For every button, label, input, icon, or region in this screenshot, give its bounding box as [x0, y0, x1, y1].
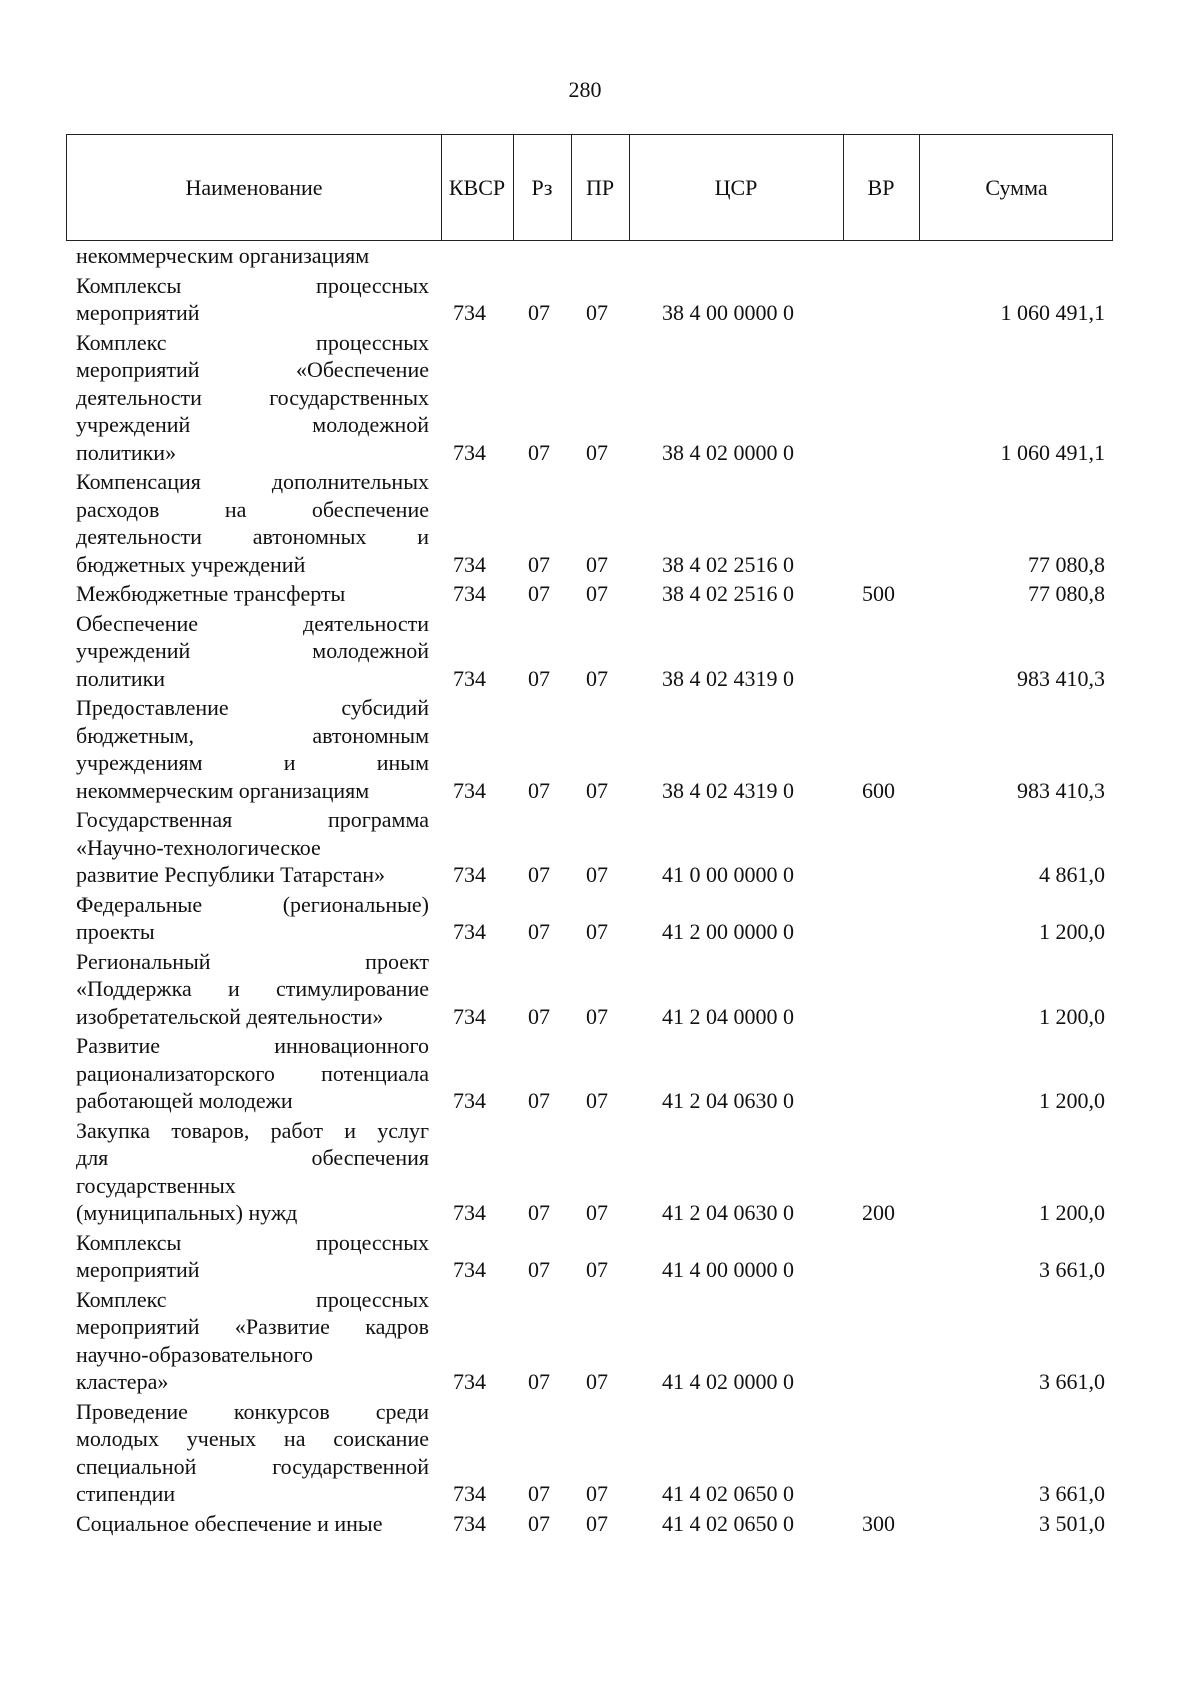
cell-sum: 1 200,0 [1039, 919, 1105, 944]
cell-pr: 07 [586, 777, 608, 803]
column-header-vr: ВР [867, 174, 895, 200]
row-name-line: Межбюджетные трансферты [76, 581, 346, 606]
cell-kvsr: 734 [453, 1510, 486, 1536]
cell-rz: 07 [528, 1257, 550, 1282]
row-name-line: деятельности государственных [76, 384, 429, 410]
row-name-line: Комплекс процессных [76, 1286, 429, 1312]
row-name-line: проекты [76, 919, 155, 944]
cell-kvsr: 734 [453, 300, 486, 325]
cell-rz: 07 [528, 1481, 550, 1506]
row-name [76, 272, 429, 327]
cell-kvsr: 734 [453, 439, 486, 465]
cell-csr: 38 4 02 0000 0 [662, 439, 794, 465]
row-name-line: бюджетным, автономным [76, 722, 429, 748]
cell-kvsr: 734 [453, 919, 486, 944]
row-name [76, 1032, 429, 1115]
cell-vr: 600 [862, 777, 895, 803]
column-header-csr: ЦСР [714, 174, 758, 200]
row-name-line: Предоставление субсидий [76, 695, 429, 720]
row-name [76, 1229, 429, 1284]
cell-csr: 38 4 00 0000 0 [662, 300, 794, 325]
cell-rz: 07 [528, 1003, 550, 1029]
row-name [76, 1117, 429, 1227]
row-name-line: Комплексы процессных [76, 1229, 429, 1255]
row-name-line: Комплексы процессных [76, 272, 429, 298]
row-name [76, 806, 429, 889]
cell-sum: 4 861,0 [1039, 862, 1105, 887]
cell-pr: 07 [586, 1257, 608, 1282]
cell-sum: 1 200,0 [1039, 1200, 1105, 1225]
cell-csr: 38 4 02 4319 0 [662, 665, 794, 691]
row-name-line: Региональный проект [76, 948, 429, 974]
row-name-line: Закупка товаров, работ и услуг [76, 1117, 429, 1143]
row-name-line: деятельности автономных и [76, 524, 429, 549]
cell-pr: 07 [586, 300, 608, 325]
cell-vr: 500 [862, 581, 895, 606]
row-name-line: мероприятий «Обеспечение [76, 357, 429, 382]
row-name-line: специальной государственной [76, 1453, 429, 1479]
row-name-line: работающей молодежи [76, 1088, 293, 1113]
cell-csr: 41 2 04 0000 0 [662, 1003, 794, 1029]
cell-csr: 41 2 00 0000 0 [662, 919, 794, 944]
row-name [76, 329, 429, 467]
cell-kvsr: 734 [453, 1257, 486, 1282]
cell-pr: 07 [586, 439, 608, 465]
column-header-sum: Сумма [985, 174, 1048, 200]
cell-vr: 300 [862, 1510, 895, 1536]
row-name [76, 891, 429, 946]
cell-kvsr: 734 [453, 581, 486, 606]
row-name-line: Комплекс процессных [76, 329, 429, 355]
row-name-line: мероприятий «Развитие кадров [76, 1314, 429, 1339]
row-name-line: некоммерческим организациям [76, 243, 370, 268]
cell-csr: 41 2 04 0630 0 [662, 1200, 794, 1225]
cell-sum: 3 661,0 [1039, 1369, 1105, 1394]
cell-rz: 07 [528, 581, 550, 606]
cell-rz: 07 [528, 777, 550, 803]
cell-csr: 38 4 02 2516 0 [662, 551, 794, 577]
row-name-line: развитие Республики Татарстан» [76, 862, 386, 887]
row-name [76, 948, 429, 1031]
cell-sum: 1 200,0 [1039, 1088, 1105, 1113]
cell-pr: 07 [586, 1088, 608, 1113]
cell-sum: 3 661,0 [1039, 1257, 1105, 1282]
row-name [76, 1286, 429, 1396]
cell-sum: 983 410,3 [1017, 777, 1105, 803]
cell-rz: 07 [528, 1510, 550, 1536]
cell-pr: 07 [586, 1481, 608, 1506]
cell-rz: 07 [528, 665, 550, 691]
row-name-line: Обеспечение деятельности [76, 610, 429, 636]
row-name-line: Проведение конкурсов среди [76, 1398, 429, 1424]
cell-kvsr: 734 [453, 1088, 486, 1113]
row-name-line: бюджетных учреждений [76, 551, 306, 577]
cell-rz: 07 [528, 439, 550, 465]
row-name-line: (муниципальных) нужд [76, 1200, 298, 1225]
cell-sum: 77 080,8 [1028, 551, 1105, 577]
cell-rz: 07 [528, 919, 550, 944]
cell-rz: 07 [528, 862, 550, 887]
cell-pr: 07 [586, 665, 608, 691]
cell-rz: 07 [528, 300, 550, 325]
cell-pr: 07 [586, 1003, 608, 1029]
cell-csr: 38 4 02 2516 0 [662, 581, 794, 606]
cell-csr: 41 4 02 0000 0 [662, 1369, 794, 1394]
row-name-line: «Поддержка и стимулирование [76, 976, 429, 1001]
cell-csr: 38 4 02 4319 0 [662, 777, 794, 803]
cell-pr: 07 [586, 919, 608, 944]
cell-sum: 1 200,0 [1039, 1003, 1105, 1029]
cell-csr: 41 2 04 0630 0 [662, 1088, 794, 1113]
column-header-pr: ПР [585, 174, 615, 200]
page-number: 280 [568, 77, 602, 102]
cell-kvsr: 734 [453, 862, 486, 887]
cell-kvsr: 734 [453, 1200, 486, 1225]
cell-sum: 1 060 491,1 [1000, 300, 1105, 325]
row-name-line: учреждениям и иным [76, 750, 429, 775]
cell-pr: 07 [586, 1369, 608, 1394]
row-name-line: Государственная программа [76, 807, 429, 832]
row-name [76, 580, 429, 608]
cell-csr: 41 0 00 0000 0 [662, 862, 794, 887]
cell-kvsr: 734 [453, 1003, 486, 1029]
cell-pr: 07 [586, 862, 608, 887]
row-name-line: политики» [76, 439, 177, 465]
cell-rz: 07 [528, 551, 550, 577]
row-name [76, 1398, 429, 1508]
cell-sum: 3 501,0 [1039, 1510, 1105, 1536]
row-name-line: некоммерческим организациям [76, 777, 370, 803]
cell-rz: 07 [528, 1088, 550, 1113]
cell-sum: 77 080,8 [1028, 581, 1105, 606]
cell-kvsr: 734 [453, 1481, 486, 1506]
table-header [66, 134, 1113, 241]
row-name-line: политики [76, 665, 166, 691]
cell-pr: 07 [586, 1510, 608, 1536]
cell-kvsr: 734 [453, 777, 486, 803]
row-name-line: Компенсация дополнительных [76, 469, 429, 494]
row-name-line: государственных [76, 1172, 236, 1198]
cell-pr: 07 [586, 581, 608, 606]
cell-kvsr: 734 [453, 1369, 486, 1394]
row-name-line: мероприятий [76, 1257, 200, 1282]
row-name [76, 468, 429, 578]
cell-vr: 200 [862, 1200, 895, 1225]
row-name-line: для обеспечения [76, 1145, 429, 1170]
row-name-line: изобретательской деятельности» [76, 1003, 384, 1029]
row-name-line: Федеральные (региональные) [76, 891, 429, 917]
cell-sum: 983 410,3 [1017, 665, 1105, 691]
row-name-line: рационализаторского потенциала [76, 1060, 429, 1086]
row-name-line: научно-образовательного [76, 1341, 314, 1367]
row-name-line: кластера» [76, 1369, 169, 1394]
cell-pr: 07 [586, 551, 608, 577]
cell-csr: 41 4 00 0000 0 [662, 1257, 794, 1282]
row-name-line: мероприятий [76, 300, 200, 325]
row-name-line: расходов на обеспечение [76, 496, 429, 522]
cell-sum: 3 661,0 [1039, 1481, 1105, 1506]
row-name-line: учреждений молодежной [76, 638, 429, 663]
column-header-name: Наименование [185, 174, 323, 200]
cell-csr: 41 4 02 0650 0 [662, 1481, 794, 1506]
cell-kvsr: 734 [453, 551, 486, 577]
cell-rz: 07 [528, 1369, 550, 1394]
column-header-rz: Рз [531, 174, 553, 200]
cell-kvsr: 734 [453, 665, 486, 691]
row-name [76, 242, 429, 270]
row-name-line: Развитие инновационного [76, 1033, 429, 1058]
row-name-line: Социальное обеспечение и иные [76, 1510, 383, 1536]
cell-sum: 1 060 491,1 [1000, 439, 1105, 465]
row-name-line: молодых ученых на соискание [76, 1426, 429, 1451]
cell-pr: 07 [586, 1200, 608, 1225]
cell-csr: 41 4 02 0650 0 [662, 1510, 794, 1536]
row-name [76, 610, 429, 693]
cell-rz: 07 [528, 1200, 550, 1225]
row-name-line: стипендии [76, 1481, 176, 1506]
row-name-line: учреждений молодежной [76, 412, 429, 437]
row-name [76, 694, 429, 804]
column-header-kvsr: КВСР [448, 174, 506, 200]
row-name-line: «Научно-технологическое [76, 834, 321, 860]
row-name [76, 1510, 429, 1538]
